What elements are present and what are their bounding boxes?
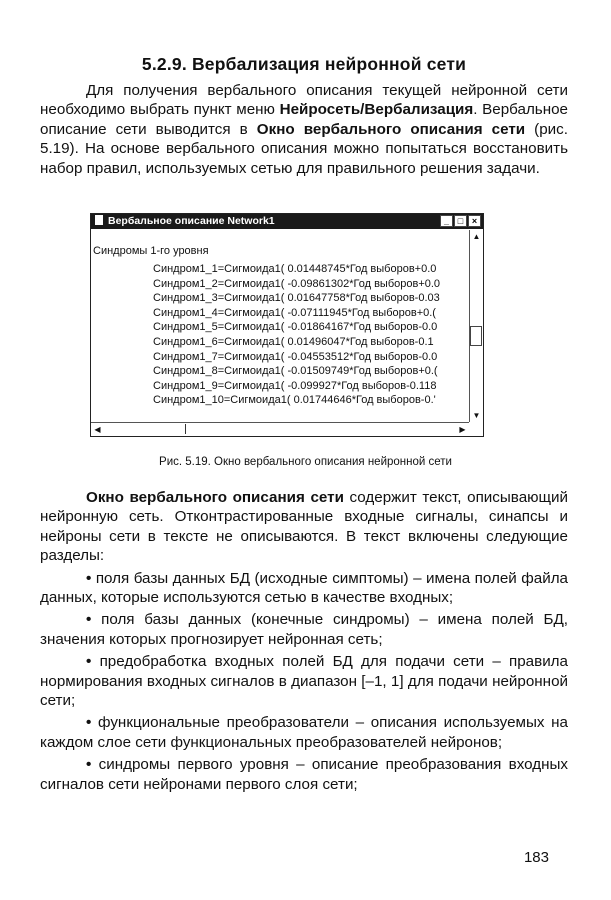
sections-list bbox=[40, 569, 568, 794]
syndrome-line: Синдром1_9=Сигмоида1( -0.099927*Год выборов-0.118 bbox=[153, 379, 437, 392]
maximize-button[interactable]: □ bbox=[454, 215, 467, 227]
window-name-ref: Окно вербального описания сети bbox=[256, 120, 526, 138]
syndrome-line: Синдром1_5=Сигмоида1( -0.01864167*Год выборов-0.0 bbox=[153, 321, 438, 334]
syndrome-line: Синдром1_2=Сигмоида1( -0.09861302*Год выборов+0.0 bbox=[153, 277, 441, 290]
syndrome-line: Синдром1_10=Сигмоида1( 0.01744646*Год выборов-0.' bbox=[153, 394, 436, 407]
list-item: • функциональные преобразователи – описания используемых на каждом слое сети функциональных преобразователей нейронов; bbox=[40, 714, 568, 751]
syndrome-line: Синдром1_4=Сигмоида1( -0.07111945*Год выборов+0.( bbox=[153, 306, 436, 319]
list-item: • предобработка входных полей БД для подачи сети – правила нормирования входных сигналов в диапазон [–1, 1] для подачи нейронной сети; bbox=[40, 653, 568, 710]
syndromes-header: Синдромы 1-го уровня bbox=[93, 245, 209, 257]
bullet-icon: • bbox=[86, 611, 92, 629]
scroll-down-icon[interactable]: ▼ bbox=[472, 411, 481, 420]
syndrome-line: Синдром1_6=Сигмоида1( 0.01496047*Год выборов-0.1 bbox=[153, 335, 434, 348]
system-menu-icon[interactable] bbox=[95, 215, 103, 225]
close-button[interactable]: × bbox=[468, 215, 481, 227]
vertical-scroll-thumb[interactable] bbox=[470, 326, 482, 346]
list-item: • синдромы первого уровня – описание преобразования входных сигналов сети нейронами первого слоя сети; bbox=[40, 756, 568, 793]
figure-caption: Рис. 5.19. Окно вербального описания нейронной сети bbox=[159, 456, 452, 468]
syndrome-line: Синдром1_7=Сигмоида1( -0.04553512*Год выборов-0.0 bbox=[153, 350, 438, 363]
list-item: • поля базы данных БД (исходные симптомы) – имена полей файла данных, которые используются сетью в качестве входных; bbox=[40, 569, 568, 607]
sections-paragraph: Окно вербального описания сети содержит текст, описывающий нейронную сеть. Отконтрастированные входные сигналы, синапсы и нейроны сети в тексте не описываются. В текст включены следующие разделы: bbox=[40, 489, 568, 565]
bullet-icon: • bbox=[86, 756, 92, 774]
vertical-scrollbar[interactable] bbox=[469, 230, 483, 422]
bullet-icon: • bbox=[86, 653, 92, 671]
syndrome-line: Синдром1_3=Сигмоида1( 0.01647758*Год выборов-0.03 bbox=[153, 292, 440, 305]
text-area[interactable] bbox=[91, 230, 469, 422]
bullet-icon: • bbox=[86, 569, 92, 587]
section-title: 5.2.9. Вербализация нейронной сети bbox=[141, 54, 467, 74]
syndrome-lines bbox=[153, 262, 440, 408]
verbal-description-window bbox=[90, 213, 484, 437]
scroll-right-icon[interactable]: ▶ bbox=[459, 425, 466, 434]
horizontal-scrollbar[interactable] bbox=[91, 422, 469, 436]
menu-path: Нейросеть/Вербализация bbox=[279, 101, 474, 119]
page-number: 183 bbox=[523, 849, 549, 866]
scroll-up-icon[interactable]: ▲ bbox=[472, 232, 481, 241]
intro-paragraph: Для получения вербального описания текущей нейронной сети необходимо выбрать пункт меню Нейросеть/Вербализация. Вербальное описание сети выводится в Окно вербального описания сети (рис. 5.19). На основе вербального описания можно попытаться восстановить набор правил, используемых сетью для правильного решения задачи. bbox=[40, 82, 568, 177]
horizontal-scroll-thumb[interactable] bbox=[105, 424, 186, 434]
minimize-button[interactable]: _ bbox=[440, 215, 453, 227]
description-section bbox=[40, 488, 568, 794]
page-content bbox=[40, 54, 568, 178]
scroll-left-icon[interactable]: ◀ bbox=[94, 425, 101, 434]
list-item: • поля базы данных (конечные синдромы) – имена полей БД, значения которых прогнозирует нейронная сеть; bbox=[40, 611, 568, 648]
syndrome-line: Синдром1_1=Сигмоида1( 0.01448745*Год выборов+0.0 bbox=[153, 263, 437, 275]
syndrome-line: Синдром1_8=Сигмоида1( -0.01509749*Год выборов+0.( bbox=[153, 365, 438, 378]
window-titlebar[interactable] bbox=[91, 214, 483, 229]
window-title: Вербальное описание Network1 bbox=[108, 215, 275, 227]
bullet-icon: • bbox=[86, 714, 92, 732]
